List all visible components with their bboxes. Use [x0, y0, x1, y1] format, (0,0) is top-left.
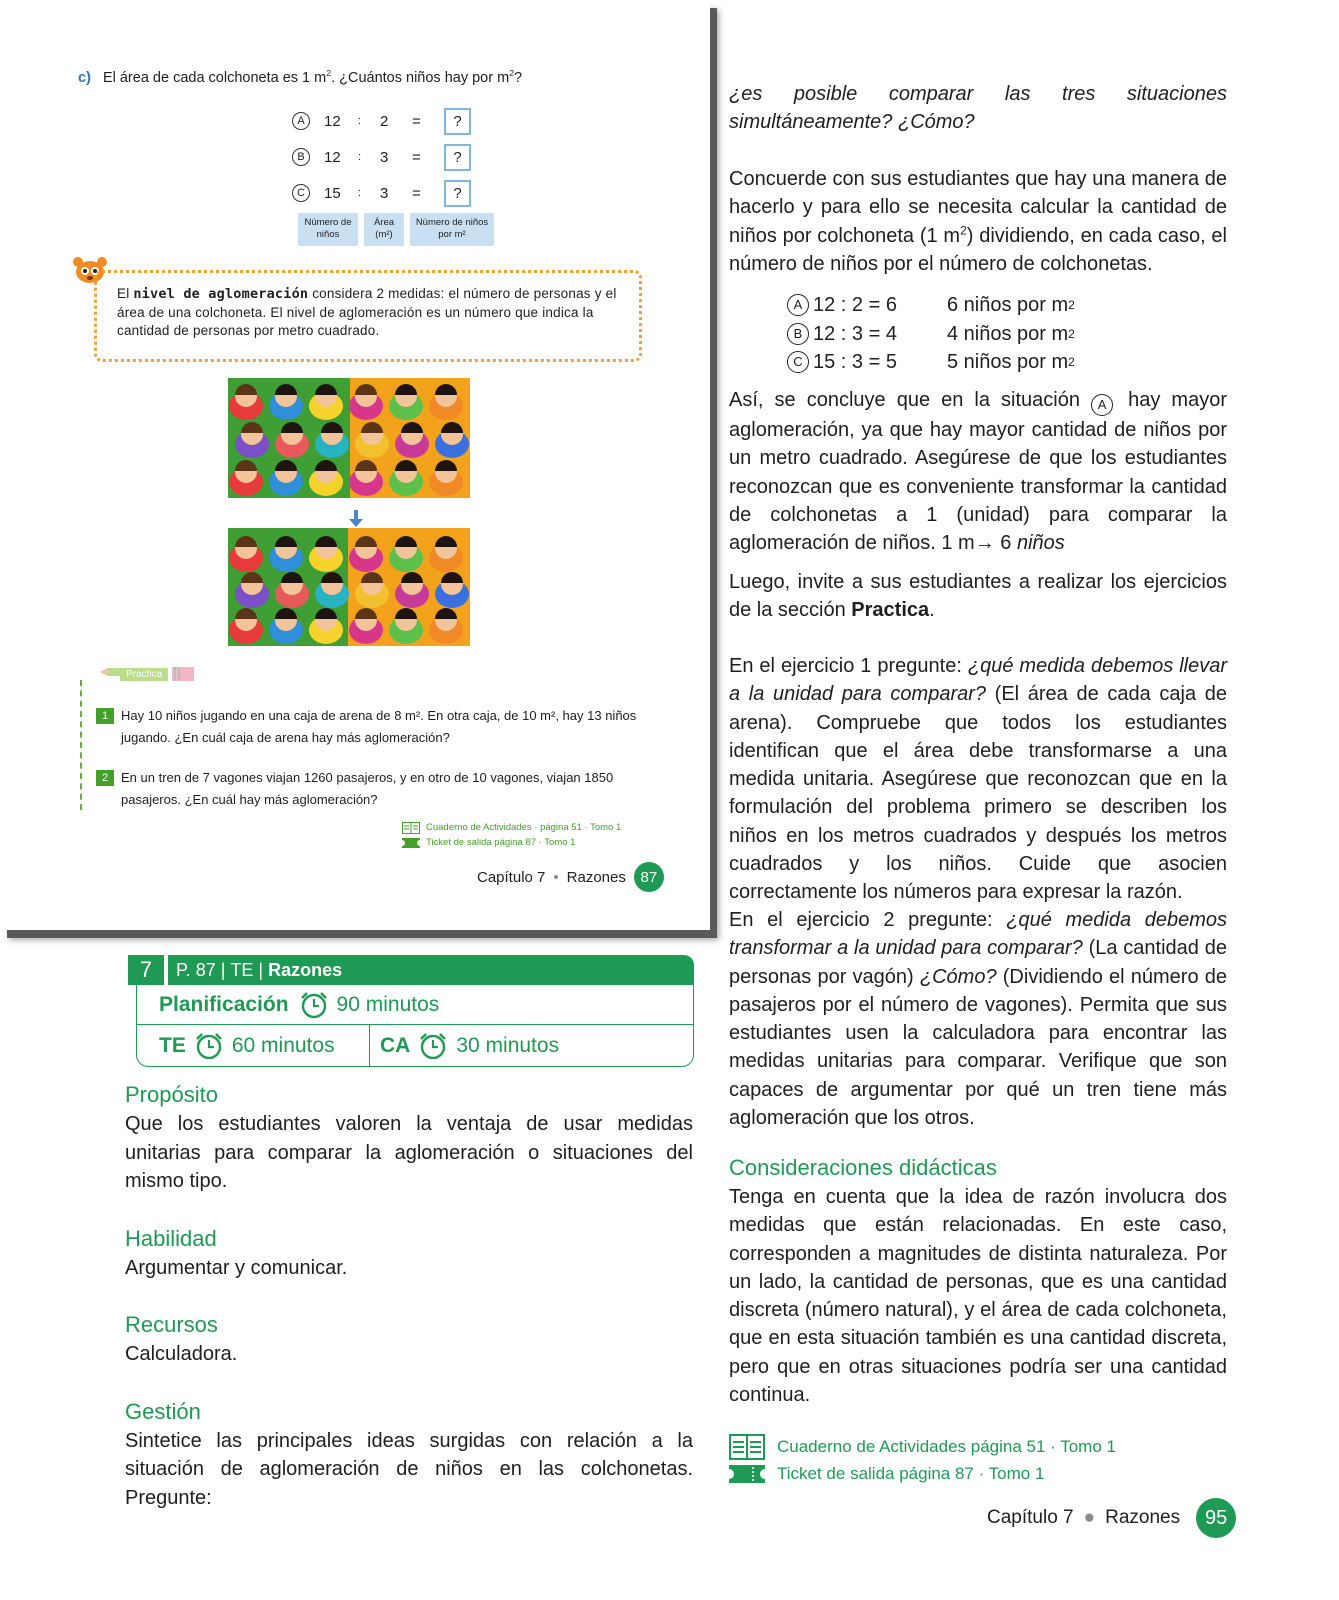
circled-label: A: [787, 294, 809, 316]
book-icon: [402, 822, 420, 834]
paragraph-ejercicio-1: En el ejercicio 1 pregunte: ¿qué medida debemos llevar a la unidad para comparar? (El área de cada caja de arena). Compruebe que todos los estudiantes identifican que el área debe transformarse a una medida unitaria. Asegúrese que reconozcan que en la formulación del problema primero se describen los niños en los metros cuadrados y después los metros cuadrados y los niños. Cuide que asocien correctamente los números para expresar la razón.: [729, 655, 1228, 904]
paragraph-concuerde: Concuerde con sus estudiantes que hay una manera de hacerlo y para ello se necesita calcular la cantidad de niños por colchoneta (1 $m^2$) dividiendo, en cada caso, el número de niños por el número de colchonetas.: [729, 168, 1227, 275]
proposito-text: Que los estudiantes valoren la ventaja de usar medidas unitarias para comparar la aglomeración o situaciones del mismo tipo.: [125, 1113, 693, 1192]
practica-label: Practica: [120, 668, 168, 681]
student-page-footer: Capítulo 7 • Razones 87: [477, 862, 664, 892]
habilidad-heading: Habilidad: [125, 1225, 217, 1251]
practica-rail: [80, 680, 82, 810]
circled-label: B: [787, 323, 809, 345]
ratio-row: C 15 : 3 = 5 5 niños por m 2: [787, 348, 1075, 377]
page-number: 95: [1196, 1498, 1236, 1538]
consideraciones-heading: Consideraciones didácticas: [729, 1155, 997, 1180]
page-number: 87: [634, 862, 664, 892]
planning-row: Planificación 90 minutos: [137, 985, 693, 1025]
te-time-cell: TE 60 minutos: [137, 1025, 370, 1067]
ratio-row: A 12 : 2 = 6 6 niños por m 2: [787, 291, 1075, 320]
eraser-icon: [172, 667, 194, 681]
ratio-row: B 12 : 3 = 4 4 niños por m 2: [787, 320, 1075, 349]
lesson-planning-header: [128, 955, 694, 1067]
answer-box: ?: [444, 180, 471, 207]
question-c: c) El área de cada colchoneta es 1 $m^2$. ¿Cuántos niños hay por $m^2$?: [78, 68, 523, 86]
operation-row: A 12 : 2 = ?: [292, 103, 482, 139]
student-page-refs: Cuaderno de Actividades · página 51 · Tomo 1 Ticket de salida página 87 · Tomo 1: [402, 820, 621, 850]
operation-row: C 15 : 3 = ?: [292, 175, 482, 211]
lesson-ref-bar: P. 87 | TE | Razones: [168, 955, 694, 985]
resource-refs: Cuaderno de Actividades página 51 · Tomo 1 Ticket de salida página 87 · Tomo 1: [729, 1433, 1116, 1487]
consideraciones-text: Tenga en cuenta que la idea de razón involucra dos medidas que están relacionadas. En este caso, corresponden a magnitudes de distinta naturaleza. Por un lado, la cantidad de personas, que es una cantidad discreta (número natural), y el área de cada colchoneta, que en esta situación también es una cantidad discreta, pero que en otras situaciones podría ser una cantidad continua.: [729, 1186, 1227, 1407]
exercise-2: 2 En un tren de 7 vagones viajan 1260 pasajeros, y en otro de 10 vagones, viajan 1850 pasajeros. ¿En cuál hay más aglomeración?: [96, 767, 651, 811]
operation-tags: [298, 213, 494, 246]
tag-area: Área (m²): [364, 213, 404, 246]
ticket-icon: [729, 1465, 765, 1483]
habilidad-text: Argumentar y comunicar.: [125, 1256, 348, 1279]
paragraph-conclusion: Así, se concluye que en la situación A hay mayor aglomeración, ya que hay mayor cantidad de niños por un metro cuadrado. Asegúrese de que los estudiantes reconozcan que es conveniente transformar la cantidad de colchonetas a 1 (unidad) para comparar la aglomeración de niños. 1 m→ 6 niños: [729, 389, 1227, 555]
circled-label: A: [292, 112, 310, 130]
proposito-heading: Propósito: [125, 1082, 218, 1107]
answer-box: ?: [444, 108, 471, 135]
answer-box: ?: [444, 144, 471, 171]
gestion-text: Sintetice las principales ideas surgidas con relación a la situación de aglomeración de niños en las colchonetas. Pregunte:: [125, 1429, 693, 1509]
circled-label: C: [787, 351, 809, 373]
arrow-down-icon: [349, 510, 363, 528]
book-icon: [729, 1434, 765, 1460]
right-arrow-icon: →: [974, 532, 995, 555]
gestion-heading: Gestión: [125, 1398, 201, 1424]
alarm-clock-icon: [418, 1032, 448, 1060]
recursos-heading: Recursos: [125, 1312, 218, 1337]
planning-box: [136, 985, 694, 1067]
recursos-text: Calculadora.: [125, 1343, 238, 1365]
ca-time-cell: CA 30 minutos: [370, 1025, 559, 1067]
chapter-number: 7: [128, 955, 164, 985]
paragraph-ejercicio-2: En el ejercicio 2 pregunte: ¿qué medida debemos transformar a la unidad para comparar? (La cantidad de personas por vagón) ¿Cómo? (Dividiendo el número de pasajeros por el número de vagones). Permita que sus estudiantes usen la calculadora para encontrar las medidas unitarias para comparar. Verifique que son capaces de argumentar por qué un tren tiene más aglomeración que los otros.: [729, 909, 1227, 1130]
ticket-icon: [402, 838, 420, 848]
paragraph-luego: Luego, invite a sus estudiantes a realizar los ejercicios de la sección Practica.: [729, 571, 1227, 622]
division-operations: [292, 103, 482, 211]
kids-on-mats-illustration-bottom: [228, 528, 473, 648]
circled-label: B: [292, 148, 310, 166]
operation-row: B 12 : 3 = ?: [292, 139, 482, 175]
exercise-1: 1 Hay 10 niños jugando en una caja de arena de 8 m². En otra caja, de 10 m², hay 13 niños jugando. ¿En cuál caja de arena hay más aglomeración?: [96, 705, 651, 749]
alarm-clock-icon: [299, 991, 329, 1019]
kids-on-mats-illustration-top: [228, 364, 473, 500]
tag-ninos-por-m2: Número de niños por m²: [410, 213, 494, 246]
student-page-thumbnail: [0, 0, 710, 930]
question-continuation: ¿es posible comparar las tres situaciones simultáneamente? ¿Cómo?: [729, 83, 1227, 134]
tag-numero-ninos: Número de niños: [298, 213, 358, 246]
left-column: [125, 1080, 693, 1512]
circled-label: A: [1091, 394, 1113, 416]
circled-label: C: [292, 184, 310, 202]
page-footer: Capítulo 7 ● Razones 95: [987, 1498, 1236, 1538]
alarm-clock-icon: [194, 1032, 224, 1060]
ratio-results: [787, 291, 1075, 377]
aglomeracion-note: El nivel de aglomeración considera 2 medidas: el número de personas y el área de una colchoneta. El nivel de aglomeración es un número que indica la cantidad de personas por metro cuadrado.: [94, 270, 642, 362]
